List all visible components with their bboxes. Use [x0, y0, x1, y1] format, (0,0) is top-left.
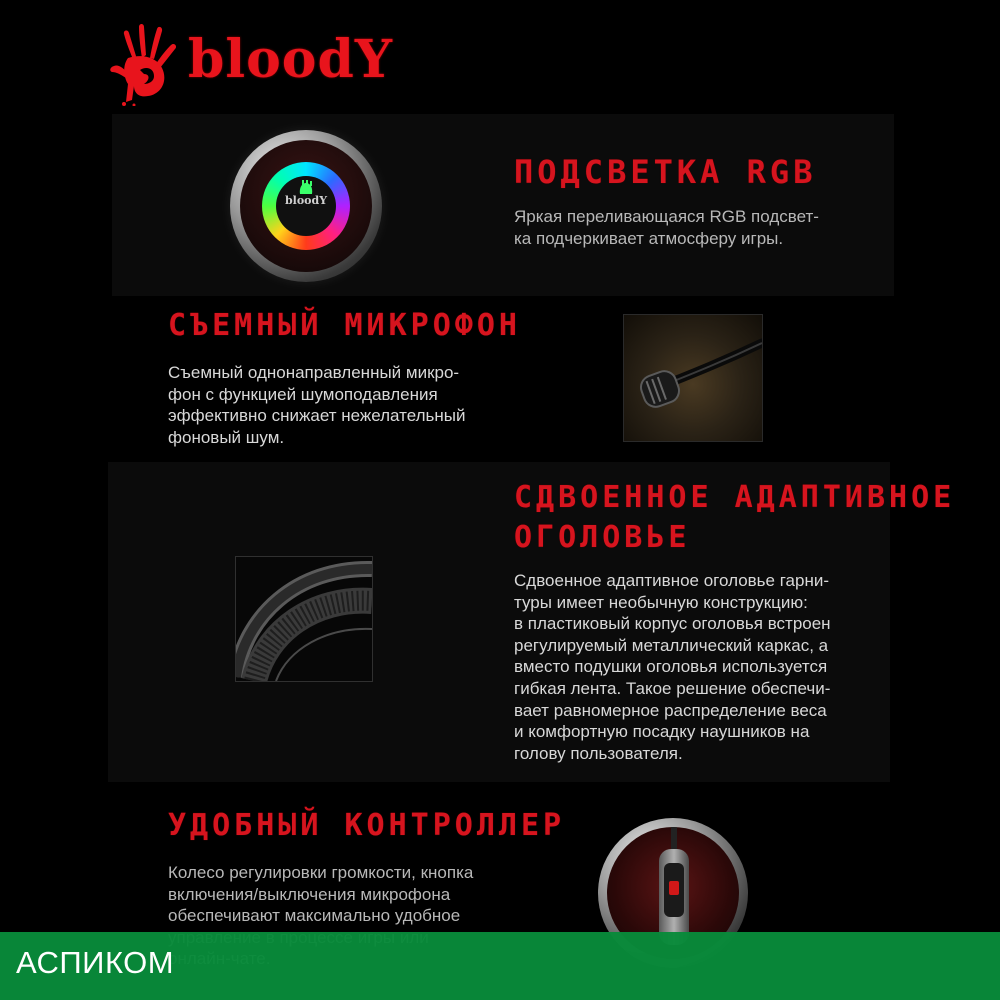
band-line-4: регулируемый металлический каркас, а — [514, 635, 829, 655]
microphone-image — [623, 314, 763, 442]
rgb-earcup-image — [230, 130, 382, 282]
headband-description — [514, 570, 831, 764]
headband-heading-line-2: ОГОЛОВЬЕ — [514, 520, 691, 555]
mini-logo-text: bloodY — [284, 194, 328, 207]
band-line-6: гибкая лента. Такое решение обеспечи- — [514, 678, 831, 698]
headband-image — [235, 556, 373, 682]
band-line-5: вместо подушки оголовья используется — [514, 657, 828, 677]
mic-line-4: фоновый шум. — [168, 427, 285, 447]
mic-line-2: фон с функцией шумоподавления — [168, 384, 438, 404]
headband-heading-line-1: СДВОЕННОЕ АДАПТИВНОЕ — [514, 480, 956, 515]
bloody-logo — [104, 22, 393, 108]
rgb-description — [514, 206, 819, 249]
rgb-line-2: ка подчеркивает атмосферу игры. — [514, 228, 784, 248]
rgb-line-1: Яркая переливающаяся RGB подсвет- — [514, 207, 819, 226]
microphone-heading: СЪЕМНЫЙ МИКРОФОН — [168, 308, 521, 343]
ctrl-line-2: включения/выключения микрофона — [168, 884, 451, 904]
band-line-9: голову пользователя. — [514, 743, 683, 763]
headband-heading — [514, 478, 955, 558]
rgb-light-ring — [262, 162, 350, 250]
mic-line-3: эффективно снижает нежелательный — [168, 406, 466, 426]
rgb-heading: ПОДСВЕТКА RGB — [514, 153, 817, 191]
controller-body — [659, 849, 689, 945]
controller-heading: УДОБНЫЙ КОНТРОЛЛЕР — [168, 808, 566, 843]
band-line-1: Сдвоенное адаптивное оголовье гарни- — [514, 571, 829, 590]
band-line-3: в пластиковый корпус оголовья встроен — [514, 614, 831, 634]
band-line-2: туры имеет необычную конструкцию: — [514, 592, 808, 612]
ctrl-line-1: Колесо регулировки громкости, кнопка — [168, 863, 474, 882]
bloody-hand-icon — [104, 22, 188, 106]
band-line-7: вает равномерное распределение веса — [514, 700, 827, 720]
controller-cable — [671, 827, 677, 851]
mic-line-1: Съемный однонаправленный микро- — [168, 363, 460, 382]
bloody-logo-text: bloodY — [188, 29, 393, 90]
footer-label: АСПИКОМ — [16, 945, 175, 980]
band-line-8: и комфортную посадку наушников на — [514, 722, 810, 742]
microphone-description — [168, 362, 466, 448]
ctrl-line-3: обеспечивают максимально удобное — [168, 906, 461, 926]
